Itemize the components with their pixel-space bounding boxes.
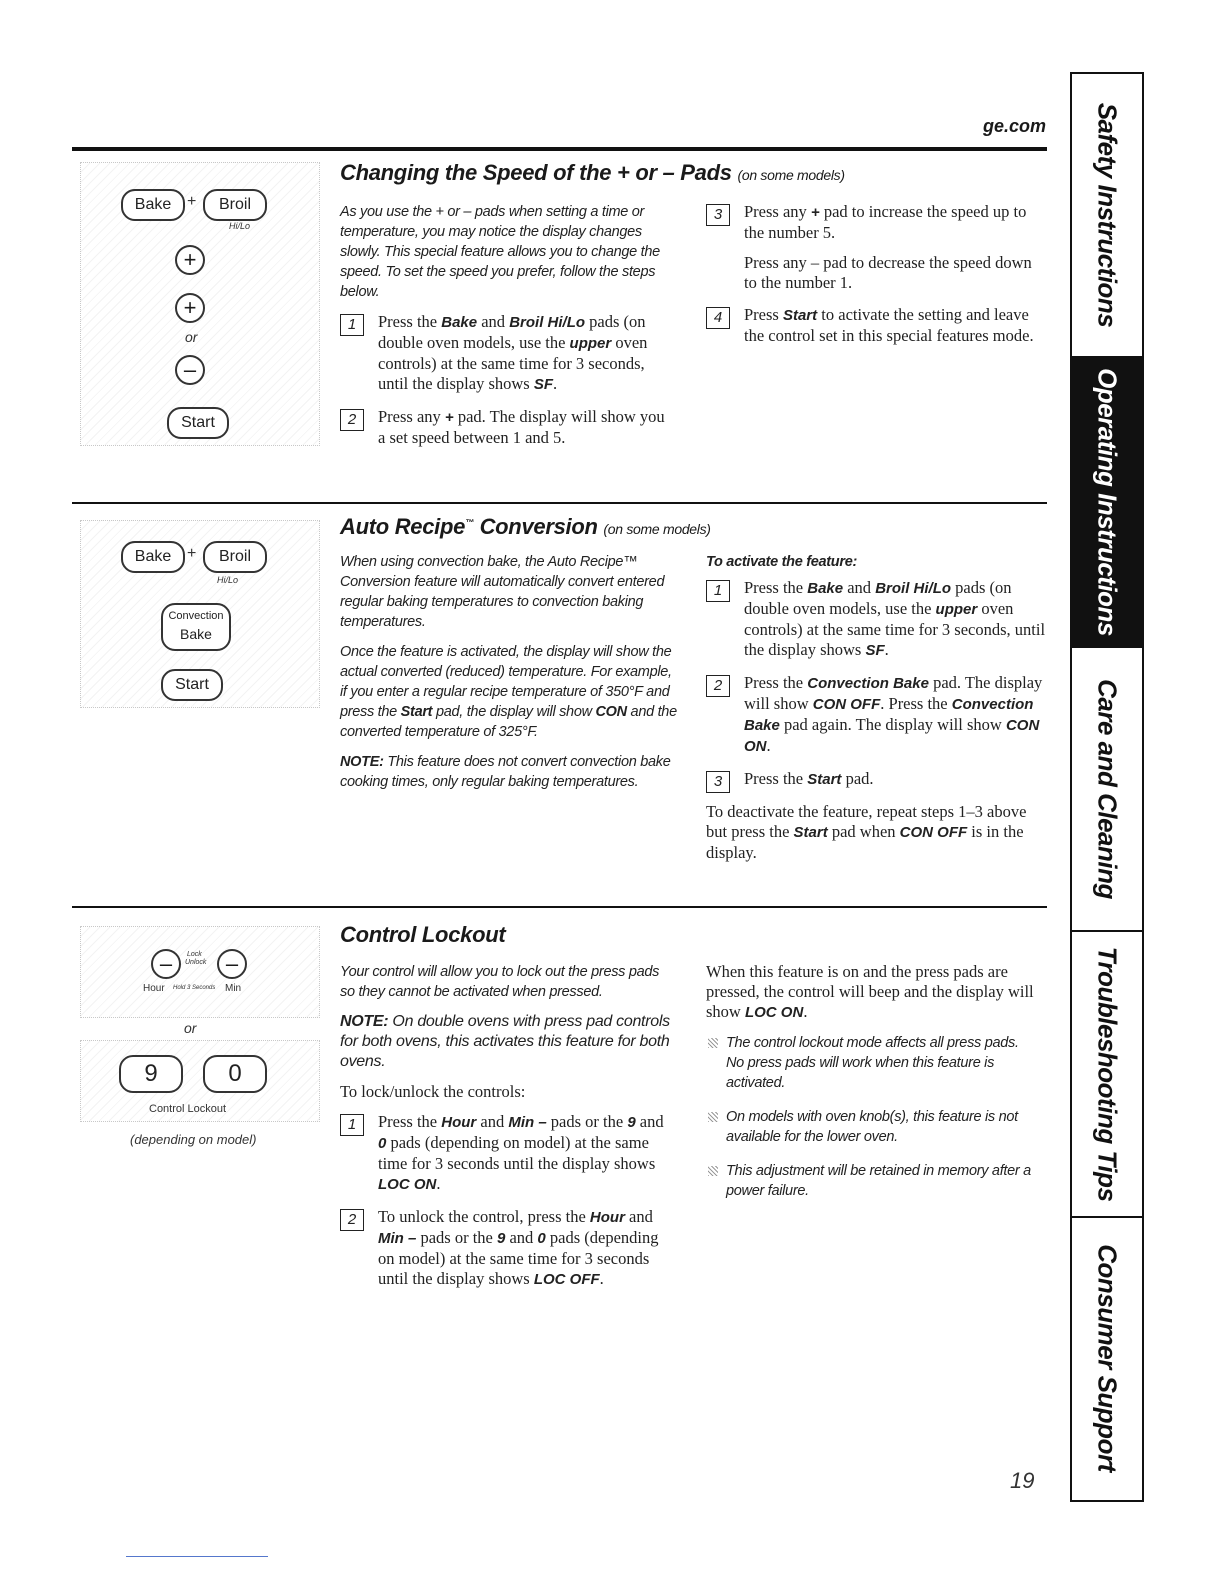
note-label: NOTE:	[340, 754, 384, 770]
section-title-speed	[340, 160, 845, 186]
plus-icon: +	[175, 293, 205, 323]
bullet-icon	[708, 1112, 718, 1122]
bold-text: Hour	[589, 1209, 625, 1226]
text: Press	[744, 305, 783, 324]
title-sub: (on some models)	[603, 521, 711, 537]
tab-label: Operating Instructions	[1092, 368, 1123, 636]
lock-label: Lock	[187, 951, 202, 958]
tab-label: Safety Instructions	[1092, 102, 1123, 328]
bold-text: LOC ON	[744, 1004, 804, 1021]
top-rule	[72, 147, 1047, 151]
section-title-control-lockout	[340, 922, 505, 948]
auto-step-2	[706, 673, 1046, 757]
text: pad. The display will show	[744, 673, 1043, 713]
text: Press any	[378, 407, 445, 426]
bullet-icon	[708, 1166, 718, 1176]
bold-text: Broil Hi/Lo	[875, 580, 952, 597]
bold-text: LOC ON	[378, 1176, 437, 1193]
title-text: Changing the Speed of the + or – Pads	[340, 160, 732, 185]
text: and	[843, 578, 876, 597]
lockout-bullet	[706, 1033, 1036, 1093]
bold-text: Hour	[441, 1114, 477, 1131]
bullet-icon	[708, 1038, 718, 1048]
step-number: 4	[706, 307, 730, 329]
step-number: 3	[706, 204, 730, 226]
broil-pad: Broil	[203, 189, 267, 221]
auto-recipe-right-column	[706, 552, 1046, 863]
panel-lockout-9-0	[80, 1040, 320, 1122]
bold-text: 0	[378, 1135, 387, 1152]
text: pad.	[841, 769, 874, 788]
bold-text: Min –	[508, 1114, 547, 1131]
text: To deactivate the feature, repeat steps 1–3 above but press the	[706, 802, 1027, 841]
lockout-right-text	[706, 962, 1036, 1023]
text: pads (depending on model) at the same time for 3 seconds until the display shows	[378, 1133, 656, 1173]
text: When this feature is on and the press pads are pressed, the control will beep and the display will show	[706, 962, 1034, 1021]
minus-icon: –	[151, 949, 181, 979]
hilo-label: Hi/Lo	[217, 575, 239, 585]
plus-sign: +	[187, 545, 197, 562]
panel-caption: (depending on model)	[130, 1132, 257, 1147]
speed-right-column	[706, 202, 1046, 358]
bold-text: SF	[865, 642, 885, 659]
bold-text: Bake	[807, 580, 844, 597]
bold-text: +	[810, 204, 820, 221]
auto-step-1	[706, 578, 1046, 661]
text: pads or the	[416, 1228, 497, 1247]
bold-text: Convection Bake	[807, 675, 929, 692]
bold-text: Start	[793, 824, 828, 841]
bake-pad: Bake	[121, 541, 185, 573]
bold-text: Min –	[378, 1230, 417, 1247]
activate-heading: To activate the feature:	[706, 554, 857, 570]
text: pads (on double oven models, use the	[744, 578, 1012, 618]
minus-icon: –	[217, 949, 247, 979]
lockout-step-1	[340, 1112, 676, 1195]
page-number: 19	[1010, 1468, 1035, 1493]
lockout-bullet	[706, 1107, 1036, 1147]
text: oven controls) at the same time for 3 seconds, until the display shows	[744, 599, 1046, 659]
text: Once the feature is activated, the display will show the actual converted (reduced) temperature. For example, if you enter a regular recipe temperature of 350°F and press the	[340, 644, 672, 720]
bold-text: Start	[400, 704, 433, 720]
tab-care-and-cleaning[interactable]	[1072, 648, 1142, 932]
step-number: 2	[340, 1209, 364, 1231]
panel-auto-recipe	[80, 520, 320, 708]
text: Press the	[744, 769, 808, 788]
deactivate-text	[706, 802, 1046, 863]
text: pad, the display will show	[432, 704, 596, 720]
speed-left-column	[340, 202, 676, 460]
bold-text: CON OFF	[899, 824, 968, 841]
speed-step-3-extra: Press any – pad to decrease the speed down to the number 1.	[744, 253, 1032, 292]
text: . Press the	[880, 694, 952, 713]
bold-text: 9	[627, 1114, 636, 1131]
step-number: 2	[340, 409, 364, 431]
text: This feature does not convert convection bake cooking times, only regular baking temperatures.	[340, 754, 671, 790]
or-label: or	[185, 329, 198, 345]
text: pad again. The display will show	[779, 715, 1006, 734]
text: Press any	[744, 202, 811, 221]
tab-label: Care and Cleaning	[1092, 679, 1123, 899]
bold-text: Start	[807, 771, 842, 788]
speed-step-3	[706, 202, 1046, 293]
side-tabs	[1070, 72, 1144, 1502]
bold-text: LOC OFF	[533, 1271, 600, 1288]
text: pads (on double oven models, use the	[378, 312, 646, 352]
bold-text: +	[444, 409, 454, 426]
text: is in the display.	[706, 822, 1024, 862]
bold-text: upper	[569, 335, 612, 352]
auto-step-3	[706, 769, 1046, 790]
lockout-left-column	[340, 962, 676, 1302]
zero-pad: 0	[203, 1055, 267, 1093]
tab-safety-instructions[interactable]	[1072, 74, 1142, 358]
bold-text: Bake	[441, 314, 478, 331]
text: .	[884, 640, 889, 659]
auto-recipe-para-2	[340, 642, 678, 742]
text: pad. The display will show you a set speed between 1 and 5.	[378, 407, 665, 447]
auto-recipe-left-column	[340, 552, 678, 802]
section-divider	[72, 502, 1047, 504]
tab-troubleshooting-tips[interactable]	[1072, 932, 1142, 1218]
text: On double ovens with press pad controls for both ovens, this activates this feature for both ovens.	[340, 1013, 670, 1070]
lockout-note	[340, 1012, 676, 1072]
bold-text: Convection Bake	[744, 696, 1034, 734]
text: .	[436, 1174, 441, 1193]
tab-label: Consumer Support	[1092, 1244, 1123, 1472]
bold-text: 0	[537, 1230, 546, 1247]
text: .	[553, 374, 558, 393]
convection-label: Convection	[168, 610, 224, 622]
bold-text: SF	[533, 376, 554, 393]
plus-sign: +	[187, 193, 197, 210]
control-lockout-label: Control Lockout	[149, 1103, 227, 1115]
text: to activate the setting and leave the control set in this special features mode.	[744, 305, 1034, 345]
hilo-label: Hi/Lo	[229, 221, 251, 231]
section-divider	[72, 906, 1047, 908]
text: To unlock the control, press the	[378, 1207, 590, 1226]
hour-label: Hour	[143, 983, 165, 994]
bold-text: 9	[497, 1230, 506, 1247]
footer-line	[126, 1556, 268, 1557]
nine-pad: 9	[119, 1055, 183, 1093]
unlock-label: Unlock	[185, 959, 207, 966]
bold-text: CON OFF	[812, 696, 881, 713]
text: pads or the	[546, 1112, 628, 1131]
lockout-lead: To lock/unlock the controls:	[340, 1082, 526, 1101]
speed-step-4	[706, 305, 1046, 346]
bold-text: CON ON	[744, 717, 1040, 755]
text: On models with oven knob(s), this feature is not available for the lower oven.	[726, 1109, 1018, 1145]
panel-lockout-hour-min	[80, 926, 320, 1018]
note-label: NOTE:	[340, 1013, 389, 1030]
text: This adjustment will be retained in memory after a power failure.	[726, 1163, 1031, 1199]
text: and	[624, 1207, 653, 1226]
auto-recipe-note	[340, 752, 678, 792]
text: Press the	[744, 673, 808, 692]
lockout-intro: Your control will allow you to lock out the press pads so they cannot be activated when pressed.	[340, 964, 660, 1000]
text: and	[477, 312, 510, 331]
min-label: Min	[225, 983, 242, 994]
text: pads (depending on model) at the same time for 3 seconds until the display shows	[378, 1228, 659, 1288]
text: .	[766, 736, 771, 755]
text: The control lockout mode affects all press pads. No press pads will work when this feature is activated.	[726, 1035, 1019, 1091]
lockout-right-column	[706, 962, 1036, 1209]
plus-icon: +	[175, 245, 205, 275]
text: Press the	[378, 1112, 442, 1131]
lockout-step-2	[340, 1207, 676, 1290]
tab-label: Troubleshooting Tips	[1092, 946, 1123, 1202]
step-number: 3	[706, 771, 730, 793]
text: Press the	[378, 312, 442, 331]
text: pad when	[827, 822, 900, 841]
title-text: Auto Recipe	[340, 514, 466, 539]
text: and the converted temperature of 325°F.	[340, 704, 677, 740]
lockout-bullet	[706, 1161, 1036, 1201]
text: .	[803, 1002, 808, 1021]
text: and	[635, 1112, 664, 1131]
convection-bake-pad	[161, 603, 231, 651]
text: and	[505, 1228, 538, 1247]
tab-consumer-support[interactable]	[1072, 1218, 1142, 1498]
panel-speed	[80, 162, 320, 446]
bake-label: Bake	[180, 626, 212, 642]
start-pad: Start	[161, 669, 223, 701]
bold-text: Start	[782, 307, 818, 324]
speed-intro: As you use the + or – pads when setting a time or temperature, you may notice the display changes slowly. This special feature allows you to change the speed. To set the speed you prefer, follow the steps below.	[340, 204, 660, 300]
text: Press the	[744, 578, 808, 597]
bold-text: Broil Hi/Lo	[509, 314, 586, 331]
speed-step-1	[340, 312, 676, 395]
text: oven controls) at the same time for 3 seconds, until the display shows	[378, 333, 648, 393]
title-sub: (on some models)	[737, 167, 845, 183]
auto-recipe-para-1: When using convection bake, the Auto Recipe™ Conversion feature will automatically convert entered regular baking temperatures to convection baking temperatures.	[340, 554, 665, 630]
text: and	[476, 1112, 509, 1131]
site-url: ge.com	[982, 116, 1046, 136]
broil-pad: Broil	[203, 541, 267, 573]
text: pad to increase the speed up to the number 5.	[744, 202, 1027, 242]
step-number: 1	[706, 580, 730, 602]
or-label: or	[184, 1020, 197, 1036]
minus-icon: –	[175, 355, 205, 385]
step-number: 1	[340, 1114, 364, 1136]
title-text: Control Lockout	[340, 922, 506, 947]
bold-text: CON	[595, 704, 627, 720]
bake-pad: Bake	[121, 189, 185, 221]
section-title-auto-recipe	[340, 514, 711, 540]
bold-text: upper	[935, 601, 978, 618]
step-number: 2	[706, 675, 730, 697]
trademark: ™	[465, 517, 474, 528]
tab-operating-instructions[interactable]	[1072, 358, 1142, 648]
title-text-rest: Conversion	[473, 514, 598, 539]
step-number: 1	[340, 314, 364, 336]
hold-label: Hold 3 Seconds	[173, 985, 216, 991]
text: .	[599, 1269, 604, 1288]
start-pad: Start	[167, 407, 229, 439]
speed-step-2	[340, 407, 676, 448]
